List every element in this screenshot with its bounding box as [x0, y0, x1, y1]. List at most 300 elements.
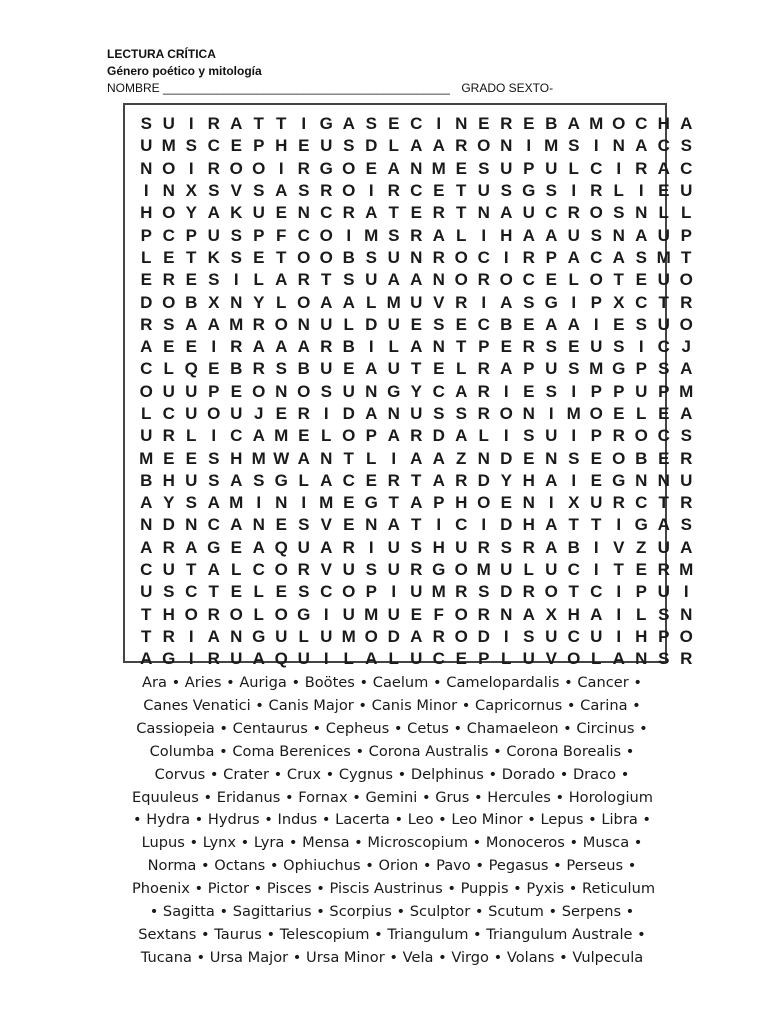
grid-letter[interactable]: E [568, 337, 580, 357]
grid-letter[interactable]: A [207, 560, 220, 580]
grid-letter[interactable]: N [545, 448, 558, 468]
grid-letter[interactable]: R [590, 181, 603, 201]
grid-letter[interactable]: P [613, 381, 625, 401]
grid-letter[interactable]: O [319, 247, 333, 267]
grid-letter[interactable]: N [612, 225, 625, 245]
grid-letter[interactable]: A [297, 448, 310, 468]
grid-letter[interactable]: I [256, 493, 262, 513]
grid-letter[interactable]: U [680, 470, 693, 490]
grid-letter[interactable]: A [612, 649, 625, 669]
grid-letter[interactable]: G [364, 493, 378, 513]
grid-letter[interactable]: R [432, 626, 445, 646]
grid-letter[interactable]: R [207, 649, 220, 669]
grid-letter[interactable]: P [140, 225, 152, 245]
grid-letter[interactable]: A [365, 359, 378, 379]
grid-letter[interactable]: R [680, 649, 693, 669]
grid-letter[interactable]: N [410, 158, 423, 178]
grid-letter[interactable]: A [207, 203, 220, 223]
grid-letter[interactable]: O [229, 158, 243, 178]
grid-letter[interactable]: L [523, 560, 534, 580]
grid-letter[interactable]: I [616, 515, 622, 535]
grid-letter[interactable]: I [278, 158, 284, 178]
grid-letter[interactable]: S [163, 314, 175, 334]
grid-letter[interactable]: T [141, 626, 152, 646]
grid-letter[interactable]: A [342, 114, 355, 134]
grid-letter[interactable]: M [589, 359, 604, 379]
grid-letter[interactable]: D [140, 292, 153, 312]
grid-letter[interactable]: H [657, 114, 670, 134]
grid-letter[interactable]: U [185, 381, 198, 401]
grid-letter[interactable]: L [298, 470, 309, 490]
grid-letter[interactable]: A [657, 515, 670, 535]
grid-letter[interactable]: P [523, 359, 535, 379]
grid-letter[interactable]: L [388, 649, 399, 669]
grid-letter[interactable]: L [501, 649, 512, 669]
grid-letter[interactable]: A [207, 493, 220, 513]
grid-letter[interactable]: A [545, 515, 558, 535]
grid-letter[interactable]: D [432, 426, 445, 446]
grid-letter[interactable]: N [455, 114, 468, 134]
grid-letter[interactable]: C [657, 136, 670, 156]
grid-letter[interactable]: S [658, 604, 670, 624]
grid-letter[interactable]: U [455, 537, 468, 557]
grid-letter[interactable]: N [387, 404, 400, 423]
grid-letter[interactable]: T [253, 114, 264, 134]
grid-letter[interactable]: E [230, 582, 242, 602]
grid-letter[interactable]: R [207, 158, 220, 178]
grid-letter[interactable]: I [571, 381, 577, 401]
grid-letter[interactable]: R [162, 537, 175, 557]
grid-letter[interactable]: A [500, 359, 513, 379]
grid-letter[interactable]: U [387, 247, 400, 267]
grid-letter[interactable]: U [522, 203, 535, 223]
grid-letter[interactable]: U [342, 604, 355, 624]
grid-letter[interactable]: N [252, 515, 265, 535]
grid-letter[interactable]: P [590, 381, 602, 401]
grid-letter[interactable]: T [411, 359, 422, 379]
grid-letter[interactable]: L [636, 604, 647, 624]
grid-letter[interactable]: L [591, 649, 602, 669]
grid-letter[interactable]: Y [410, 381, 422, 401]
grid-letter[interactable]: M [679, 381, 694, 401]
grid-letter[interactable]: X [185, 181, 197, 201]
grid-letter[interactable]: C [410, 181, 423, 201]
grid-letter[interactable]: I [638, 337, 644, 357]
grid-letter[interactable]: T [141, 604, 152, 624]
grid-letter[interactable]: I [211, 337, 217, 357]
grid-letter[interactable]: S [635, 314, 647, 334]
grid-letter[interactable]: R [455, 470, 468, 490]
grid-letter[interactable]: E [185, 337, 197, 357]
grid-letter[interactable]: A [140, 649, 153, 669]
grid-letter[interactable]: M [341, 626, 356, 646]
grid-letter[interactable]: U [545, 158, 558, 178]
grid-letter[interactable]: P [365, 582, 377, 602]
grid-letter[interactable]: I [323, 649, 329, 669]
grid-letter[interactable]: L [366, 448, 377, 468]
grid-letter[interactable]: U [230, 404, 243, 423]
grid-letter[interactable]: U [635, 381, 648, 401]
grid-letter[interactable]: R [162, 426, 175, 446]
grid-letter[interactable]: D [387, 626, 400, 646]
grid-letter[interactable]: L [321, 426, 332, 446]
grid-letter[interactable]: S [275, 359, 287, 379]
grid-letter[interactable]: H [455, 493, 468, 513]
grid-letter[interactable]: S [298, 582, 310, 602]
grid-letter[interactable]: M [229, 314, 244, 334]
grid-letter[interactable]: E [230, 381, 242, 401]
grid-letter[interactable]: R [680, 448, 693, 468]
grid-letter[interactable]: B [185, 292, 198, 312]
grid-letter[interactable]: P [208, 381, 220, 401]
grid-letter[interactable]: X [545, 604, 557, 624]
grid-letter[interactable]: S [298, 515, 310, 535]
grid-letter[interactable]: L [253, 604, 264, 624]
grid-letter[interactable]: O [162, 203, 176, 223]
grid-letter[interactable]: M [364, 225, 379, 245]
grid-letter[interactable]: U [342, 560, 355, 580]
grid-letter[interactable]: O [162, 292, 176, 312]
grid-letter[interactable]: D [162, 515, 175, 535]
grid-letter[interactable]: N [230, 292, 243, 312]
grid-letter[interactable]: B [297, 359, 310, 379]
grid-letter[interactable]: U [522, 649, 535, 669]
grid-letter[interactable]: I [571, 470, 577, 490]
grid-letter[interactable]: T [658, 493, 669, 513]
grid-letter[interactable]: M [319, 493, 334, 513]
grid-letter[interactable]: T [388, 203, 399, 223]
grid-letter[interactable]: R [680, 493, 693, 513]
grid-letter[interactable]: U [567, 225, 580, 245]
grid-letter[interactable]: I [593, 537, 599, 557]
grid-letter[interactable]: E [185, 270, 197, 290]
grid-letter[interactable]: A [455, 381, 468, 401]
grid-letter[interactable]: A [275, 337, 288, 357]
grid-letter[interactable]: S [343, 270, 355, 290]
grid-letter[interactable]: P [658, 381, 670, 401]
grid-letter[interactable]: U [320, 359, 333, 379]
grid-letter[interactable]: G [432, 560, 446, 580]
grid-letter[interactable]: E [523, 448, 535, 468]
grid-letter[interactable]: H [230, 448, 243, 468]
grid-letter[interactable]: R [477, 604, 490, 624]
grid-letter[interactable]: U [545, 359, 558, 379]
grid-letter[interactable]: A [252, 426, 265, 446]
grid-letter[interactable]: U [590, 626, 603, 646]
grid-letter[interactable]: R [477, 359, 490, 379]
grid-letter[interactable]: E [658, 404, 670, 423]
grid-letter[interactable]: T [456, 181, 467, 201]
grid-letter[interactable]: G [274, 470, 288, 490]
grid-letter[interactable]: R [410, 225, 423, 245]
grid-letter[interactable]: J [681, 337, 691, 357]
grid-letter[interactable]: P [523, 158, 535, 178]
grid-letter[interactable]: R [477, 270, 490, 290]
grid-letter[interactable]: L [163, 359, 174, 379]
grid-letter[interactable]: D [500, 582, 513, 602]
grid-letter[interactable]: P [478, 337, 490, 357]
grid-letter[interactable]: S [253, 470, 265, 490]
grid-letter[interactable]: S [658, 649, 670, 669]
grid-letter[interactable]: P [590, 426, 602, 446]
grid-letter[interactable]: S [680, 515, 692, 535]
grid-letter[interactable]: R [410, 426, 423, 446]
grid-letter[interactable]: I [593, 314, 599, 334]
grid-letter[interactable]: A [140, 337, 153, 357]
grid-letter[interactable]: C [140, 359, 153, 379]
grid-letter[interactable]: S [478, 582, 490, 602]
grid-letter[interactable]: U [230, 649, 243, 669]
grid-letter[interactable]: O [679, 314, 693, 334]
grid-letter[interactable]: M [251, 448, 266, 468]
grid-letter[interactable]: U [657, 537, 670, 557]
grid-letter[interactable]: A [275, 181, 288, 201]
grid-letter[interactable]: C [297, 225, 310, 245]
grid-letter[interactable]: R [522, 582, 535, 602]
grid-letter[interactable]: O [567, 649, 581, 669]
grid-letter[interactable]: A [410, 136, 423, 156]
grid-letter[interactable]: A [590, 604, 603, 624]
grid-letter[interactable]: G [207, 537, 221, 557]
grid-letter[interactable]: E [343, 493, 355, 513]
grid-letter[interactable]: D [500, 515, 513, 535]
grid-letter[interactable]: I [346, 225, 352, 245]
grid-letter[interactable]: A [410, 493, 423, 513]
grid-letter[interactable]: N [522, 493, 535, 513]
grid-letter[interactable]: L [276, 292, 287, 312]
grid-letter[interactable]: E [545, 270, 557, 290]
grid-letter[interactable]: C [207, 515, 220, 535]
grid-letter[interactable]: G [612, 470, 626, 490]
grid-letter[interactable]: V [433, 292, 445, 312]
grid-letter[interactable]: U [185, 470, 198, 490]
grid-letter[interactable]: I [301, 493, 307, 513]
grid-letter[interactable]: A [432, 136, 445, 156]
grid-letter[interactable]: A [387, 158, 400, 178]
grid-letter[interactable]: C [477, 314, 490, 334]
grid-letter[interactable]: O [612, 448, 626, 468]
grid-letter[interactable]: B [500, 314, 513, 334]
grid-letter[interactable]: A [567, 314, 580, 334]
grid-letter[interactable]: R [320, 337, 333, 357]
grid-letter[interactable]: B [140, 470, 153, 490]
grid-letter[interactable]: C [342, 470, 355, 490]
grid-letter[interactable]: N [140, 515, 153, 535]
grid-letter[interactable]: A [365, 649, 378, 669]
grid-letter[interactable]: E [163, 247, 175, 267]
grid-letter[interactable]: G [319, 158, 333, 178]
grid-letter[interactable]: C [320, 203, 333, 223]
grid-letter[interactable]: T [208, 582, 219, 602]
grid-letter[interactable]: O [207, 404, 221, 423]
grid-letter[interactable]: A [387, 270, 400, 290]
grid-letter[interactable]: O [342, 158, 356, 178]
grid-letter[interactable]: R [252, 314, 265, 334]
grid-letter[interactable]: M [431, 158, 446, 178]
grid-letter[interactable]: U [320, 136, 333, 156]
grid-letter[interactable]: O [229, 604, 243, 624]
grid-letter[interactable]: N [635, 470, 648, 490]
grid-letter[interactable]: A [635, 225, 648, 245]
grid-letter[interactable]: N [365, 515, 378, 535]
grid-letter[interactable]: M [589, 114, 604, 134]
grid-letter[interactable]: L [681, 203, 692, 223]
grid-letter[interactable]: H [162, 470, 175, 490]
grid-letter[interactable]: O [139, 381, 153, 401]
grid-letter[interactable]: G [319, 114, 333, 134]
grid-letter[interactable]: C [635, 292, 648, 312]
grid-letter[interactable]: N [612, 136, 625, 156]
grid-letter[interactable]: S [410, 537, 422, 557]
grid-letter[interactable]: R [522, 337, 535, 357]
grid-letter[interactable]: A [185, 537, 198, 557]
grid-letter[interactable]: C [185, 582, 198, 602]
grid-letter[interactable]: I [368, 537, 374, 557]
grid-letter[interactable]: I [616, 158, 622, 178]
grid-letter[interactable]: A [500, 292, 513, 312]
grid-letter[interactable]: E [523, 114, 535, 134]
grid-letter[interactable]: G [162, 649, 176, 669]
grid-letter[interactable]: U [410, 582, 423, 602]
grid-letter[interactable]: N [297, 314, 310, 334]
grid-letter[interactable]: C [162, 404, 175, 423]
grid-letter[interactable]: L [141, 404, 152, 423]
grid-letter[interactable]: E [185, 448, 197, 468]
grid-letter[interactable]: C [432, 381, 445, 401]
grid-letter[interactable]: T [411, 470, 422, 490]
grid-letter[interactable]: I [436, 114, 442, 134]
grid-letter[interactable]: I [616, 582, 622, 602]
grid-letter[interactable]: E [590, 470, 602, 490]
grid-letter[interactable]: M [431, 582, 446, 602]
grid-letter[interactable]: O [544, 582, 558, 602]
grid-letter[interactable]: R [320, 181, 333, 201]
grid-letter[interactable]: H [567, 604, 580, 624]
grid-letter[interactable]: O [679, 270, 693, 290]
grid-letter[interactable]: G [297, 604, 311, 624]
grid-letter[interactable]: R [140, 314, 153, 334]
grid-letter[interactable]: S [545, 337, 557, 357]
grid-letter[interactable]: R [387, 181, 400, 201]
grid-letter[interactable]: E [388, 114, 400, 134]
grid-letter[interactable]: R [612, 493, 625, 513]
grid-letter[interactable]: H [275, 136, 288, 156]
grid-letter[interactable]: L [253, 270, 264, 290]
grid-letter[interactable]: S [613, 337, 625, 357]
grid-letter[interactable]: P [545, 247, 557, 267]
grid-letter[interactable]: P [433, 493, 445, 513]
grid-letter[interactable]: U [680, 181, 693, 201]
grid-letter[interactable]: S [568, 359, 580, 379]
grid-letter[interactable]: M [229, 493, 244, 513]
grid-letter[interactable]: G [544, 292, 558, 312]
grid-letter[interactable]: U [387, 359, 400, 379]
grid-letter[interactable]: E [343, 515, 355, 535]
grid-letter[interactable]: I [233, 270, 239, 290]
grid-letter[interactable]: H [522, 470, 535, 490]
grid-letter[interactable]: R [455, 292, 468, 312]
grid-letter[interactable]: A [387, 426, 400, 446]
grid-letter[interactable]: M [656, 247, 671, 267]
grid-letter[interactable]: V [613, 537, 625, 557]
grid-letter[interactable]: X [568, 493, 580, 513]
grid-letter[interactable]: A [680, 359, 693, 379]
grid-letter[interactable]: L [186, 426, 197, 446]
grid-letter[interactable]: I [503, 381, 509, 401]
grid-letter[interactable]: H [522, 515, 535, 535]
grid-letter[interactable]: U [162, 114, 175, 134]
grid-letter[interactable]: E [523, 381, 535, 401]
grid-letter[interactable]: N [162, 181, 175, 201]
grid-letter[interactable]: I [503, 247, 509, 267]
grid-letter[interactable]: O [274, 604, 288, 624]
grid-letter[interactable]: I [436, 515, 442, 535]
grid-letter[interactable]: N [230, 626, 243, 646]
grid-letter[interactable]: N [297, 203, 310, 223]
grid-letter[interactable]: L [568, 158, 579, 178]
grid-letter[interactable]: M [274, 426, 289, 446]
grid-letter[interactable]: A [410, 448, 423, 468]
grid-letter[interactable]: A [342, 292, 355, 312]
grid-letter[interactable]: S [658, 359, 670, 379]
grid-letter[interactable]: I [323, 604, 329, 624]
grid-letter[interactable]: A [185, 314, 198, 334]
grid-letter[interactable]: T [591, 515, 602, 535]
grid-letter[interactable]: I [481, 292, 487, 312]
grid-letter[interactable]: Z [456, 448, 467, 468]
grid-letter[interactable]: C [455, 515, 468, 535]
grid-letter[interactable]: N [140, 158, 153, 178]
grid-letter[interactable]: S [298, 181, 310, 201]
grid-letter[interactable]: S [545, 181, 557, 201]
grid-letter[interactable]: N [365, 381, 378, 401]
grid-letter[interactable]: E [230, 136, 242, 156]
grid-letter[interactable]: U [207, 225, 220, 245]
grid-letter[interactable]: A [545, 314, 558, 334]
grid-letter[interactable]: I [616, 604, 622, 624]
grid-letter[interactable]: L [253, 582, 264, 602]
grid-letter[interactable]: O [274, 560, 288, 580]
grid-letter[interactable]: U [545, 626, 558, 646]
grid-letter[interactable]: C [657, 337, 670, 357]
grid-letter[interactable]: P [590, 292, 602, 312]
grid-letter[interactable]: I [593, 136, 599, 156]
grid-letter[interactable]: G [612, 359, 626, 379]
grid-letter[interactable]: P [253, 225, 265, 245]
grid-letter[interactable]: T [568, 515, 579, 535]
grid-letter[interactable]: N [477, 448, 490, 468]
grid-letter[interactable]: A [297, 337, 310, 357]
grid-letter[interactable]: N [657, 470, 670, 490]
grid-letter[interactable]: C [635, 493, 648, 513]
grid-letter[interactable]: C [162, 225, 175, 245]
grid-letter[interactable]: C [590, 582, 603, 602]
grid-letter[interactable]: A [545, 225, 558, 245]
grid-letter[interactable]: O [454, 247, 468, 267]
grid-letter[interactable]: N [500, 136, 513, 156]
grid-letter[interactable]: U [545, 560, 558, 580]
grid-letter[interactable]: G [387, 381, 401, 401]
grid-letter[interactable]: E [230, 537, 242, 557]
grid-letter[interactable]: S [680, 426, 692, 446]
grid-letter[interactable]: R [297, 560, 310, 580]
grid-letter[interactable]: O [342, 181, 356, 201]
grid-letter[interactable]: T [456, 337, 467, 357]
grid-letter[interactable]: S [185, 493, 197, 513]
grid-letter[interactable]: U [387, 560, 400, 580]
grid-letter[interactable]: D [477, 470, 490, 490]
grid-letter[interactable]: J [254, 404, 264, 423]
